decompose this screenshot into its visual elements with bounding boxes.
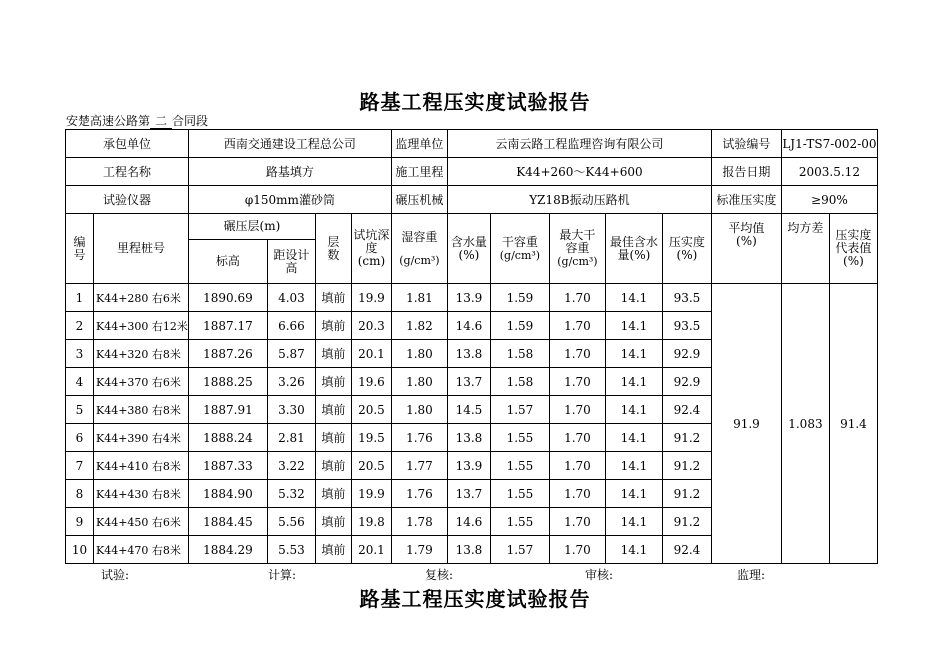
row-opt: 14.1 (605, 536, 662, 564)
data-rows (66, 284, 878, 564)
row-station: K44+450 右6米 (94, 508, 189, 536)
row-wet: 1.80 (391, 396, 447, 424)
row-no: 10 (66, 536, 94, 564)
row-maxdry: 1.70 (549, 508, 605, 536)
col-dist-header (267, 240, 315, 284)
date-label: 报告日期 (711, 158, 781, 186)
row-dist: 5.32 (267, 480, 315, 508)
footer-supervise: 监理: (737, 568, 766, 582)
row-moisture: 13.7 (447, 480, 490, 508)
row-moisture: 13.8 (447, 536, 490, 564)
row-depth: 19.9 (351, 284, 391, 312)
project-value: 路基填方 (188, 158, 391, 186)
row-opt: 14.1 (605, 424, 662, 452)
row-moisture: 13.7 (447, 368, 490, 396)
row-maxdry: 1.70 (549, 312, 605, 340)
summary-rep: 91.4 (829, 284, 877, 564)
std-value: ≥90% (781, 186, 877, 214)
dry-density-label: 干容重 (501, 234, 538, 249)
row-depth: 19.6 (351, 368, 391, 396)
row-maxdry: 1.70 (549, 340, 605, 368)
col-avg-header (711, 214, 781, 284)
subtitle-prefix: 安楚高速公路第 (66, 114, 151, 128)
row-opt: 14.1 (605, 312, 662, 340)
row-station: K44+410 右8米 (94, 452, 189, 480)
row-elev: 1887.17 (188, 312, 267, 340)
row-dry: 1.59 (490, 312, 549, 340)
row-moisture: 13.8 (447, 424, 490, 452)
row-comp: 91.2 (662, 452, 711, 480)
row-dist: 4.03 (267, 284, 315, 312)
row-no: 5 (66, 396, 94, 424)
row-no: 2 (66, 312, 94, 340)
contractor-value: 西南交通建设工程总公司 (188, 130, 391, 158)
row-wet: 1.80 (391, 368, 447, 396)
dry-density-unit: (g/cm³) (499, 248, 541, 262)
row-moisture: 13.8 (447, 340, 490, 368)
col-rep-header (829, 214, 877, 284)
row-elev: 1887.26 (188, 340, 267, 368)
mileage-label: 施工里程 (391, 158, 447, 186)
max-dry-unit: (g/cm³) (557, 255, 598, 268)
row-moisture: 14.5 (447, 396, 490, 424)
info-row-1 (66, 130, 878, 158)
col-no-text: 编号 (73, 234, 86, 262)
machine-value: YZ18B振动压路机 (447, 186, 711, 214)
row-depth: 20.1 (351, 536, 391, 564)
col-maxdry-header (549, 214, 605, 284)
row-no: 7 (66, 452, 94, 480)
row-dry: 1.55 (490, 480, 549, 508)
row-no: 6 (66, 424, 94, 452)
project-label: 工程名称 (66, 158, 189, 186)
row-maxdry: 1.70 (549, 368, 605, 396)
compaction-test-table (65, 129, 878, 564)
summary-average: 91.9 (711, 284, 781, 564)
row-elev: 1887.91 (188, 396, 267, 424)
row-dry: 1.55 (490, 424, 549, 452)
footer-test: 试验: (101, 568, 130, 582)
col-elev-header: 标高 (188, 240, 267, 284)
row-wet: 1.79 (391, 536, 447, 564)
row-no: 3 (66, 340, 94, 368)
row-dry: 1.58 (490, 340, 549, 368)
row-station: K44+370 右6米 (94, 368, 189, 396)
row-elev: 1884.90 (188, 480, 267, 508)
row-station: K44+430 右8米 (94, 480, 189, 508)
table-row (66, 284, 878, 312)
row-station: K44+470 右8米 (94, 536, 189, 564)
info-row-3 (66, 186, 878, 214)
row-wet: 1.76 (391, 480, 447, 508)
supervisor-value: 云南云路工程监理咨询有限公司 (447, 130, 711, 158)
row-dry: 1.57 (490, 396, 549, 424)
col-no-header (66, 214, 94, 284)
row-opt: 14.1 (605, 480, 662, 508)
row-moisture: 13.9 (447, 284, 490, 312)
max-dry-label: 最大干容重 (559, 228, 596, 255)
row-dist: 3.26 (267, 368, 315, 396)
row-dry: 1.55 (490, 508, 549, 536)
col-opt-header (605, 214, 662, 284)
row-comp: 92.4 (662, 536, 711, 564)
row-layer: 填前 (315, 480, 351, 508)
row-layer: 填前 (315, 452, 351, 480)
row-comp: 92.9 (662, 340, 711, 368)
instrument-label: 试验仪器 (66, 186, 189, 214)
col-wet-header (391, 214, 447, 284)
row-layer: 填前 (315, 424, 351, 452)
report-title: 路基工程压实度试验报告 (359, 90, 591, 114)
footer-audit: 审核: (585, 568, 614, 582)
row-maxdry: 1.70 (549, 424, 605, 452)
row-dist: 3.22 (267, 452, 315, 480)
subtitle-suffix: 合同段 (172, 114, 209, 128)
wet-density-label: 湿容重 (401, 229, 438, 244)
row-depth: 19.9 (351, 480, 391, 508)
row-wet: 1.76 (391, 424, 447, 452)
machine-label: 碾压机械 (391, 186, 447, 214)
row-comp: 93.5 (662, 312, 711, 340)
row-wet: 1.81 (391, 284, 447, 312)
row-layer: 填前 (315, 396, 351, 424)
row-layer: 填前 (315, 284, 351, 312)
opt-moisture-text: 最佳含水量(%) (609, 234, 658, 262)
row-layer: 填前 (315, 340, 351, 368)
row-comp: 93.5 (662, 284, 711, 312)
row-dry: 1.55 (490, 452, 549, 480)
row-no: 4 (66, 368, 94, 396)
row-maxdry: 1.70 (549, 284, 605, 312)
col-station-header: 里程桩号 (94, 214, 189, 284)
row-depth: 20.5 (351, 396, 391, 424)
row-layer: 填前 (315, 368, 351, 396)
row-dist: 5.53 (267, 536, 315, 564)
row-comp: 91.2 (662, 424, 711, 452)
row-comp: 91.2 (662, 508, 711, 536)
row-maxdry: 1.70 (549, 536, 605, 564)
dist-text: 距设计高 (273, 247, 310, 275)
row-no: 1 (66, 284, 94, 312)
row-depth: 20.1 (351, 340, 391, 368)
compaction-text: 压实度(%) (668, 234, 705, 262)
mileage-value: K44+260～K44+600 (447, 158, 711, 186)
row-comp: 92.4 (662, 396, 711, 424)
row-moisture: 14.6 (447, 508, 490, 536)
row-wet: 1.78 (391, 508, 447, 536)
row-station: K44+300 右12米 (94, 312, 189, 340)
row-wet: 1.80 (391, 340, 447, 368)
row-opt: 14.1 (605, 368, 662, 396)
row-opt: 14.1 (605, 284, 662, 312)
col-layers-header (315, 214, 351, 284)
col-moisture-text: 含水量(%) (450, 234, 487, 262)
row-layer: 填前 (315, 508, 351, 536)
row-dry: 1.58 (490, 368, 549, 396)
col-comp-header (662, 214, 711, 284)
row-maxdry: 1.70 (549, 396, 605, 424)
row-layer: 填前 (315, 312, 351, 340)
std-label: 标准压实度 (711, 186, 781, 214)
row-elev: 1887.33 (188, 452, 267, 480)
row-dist: 5.87 (267, 340, 315, 368)
row-opt: 14.1 (605, 396, 662, 424)
row-elev: 1884.45 (188, 508, 267, 536)
footer-calc: 计算: (268, 568, 297, 582)
row-moisture: 14.6 (447, 312, 490, 340)
row-opt: 14.1 (605, 452, 662, 480)
row-elev: 1888.25 (188, 368, 267, 396)
row-dist: 6.66 (267, 312, 315, 340)
col-moisture-header (447, 214, 490, 284)
row-elev: 1890.69 (188, 284, 267, 312)
row-station: K44+320 右8米 (94, 340, 189, 368)
row-wet: 1.82 (391, 312, 447, 340)
row-depth: 20.3 (351, 312, 391, 340)
row-comp: 92.9 (662, 368, 711, 396)
row-comp: 91.2 (662, 480, 711, 508)
row-moisture: 13.9 (447, 452, 490, 480)
summary-stdev: 1.083 (781, 284, 829, 564)
wet-density-unit: (g/cm³) (399, 253, 440, 267)
row-dist: 2.81 (267, 424, 315, 452)
footer-review: 复核: (425, 568, 454, 582)
contract-section-number: 二 (150, 115, 172, 129)
contract-section-line (66, 112, 208, 129)
row-depth: 19.5 (351, 424, 391, 452)
row-dist: 3.30 (267, 396, 315, 424)
row-elev: 1888.24 (188, 424, 267, 452)
col-depth-header (351, 214, 391, 284)
average-text: 平均值(%) (728, 221, 765, 248)
row-opt: 14.1 (605, 508, 662, 536)
row-no: 8 (66, 480, 94, 508)
row-maxdry: 1.70 (549, 480, 605, 508)
row-maxdry: 1.70 (549, 452, 605, 480)
row-elev: 1884.29 (188, 536, 267, 564)
report-title-repeat: 路基工程压实度试验报告 (359, 587, 591, 611)
test-no-value: LJ1-TS7-002-00 (781, 130, 877, 158)
date-value: 2003.5.12 (781, 158, 877, 186)
row-dry: 1.57 (490, 536, 549, 564)
row-depth: 20.5 (351, 452, 391, 480)
row-station: K44+380 右8米 (94, 396, 189, 424)
row-station: K44+390 右4米 (94, 424, 189, 452)
row-no: 9 (66, 508, 94, 536)
col-layers-text: 层数 (327, 234, 340, 262)
row-dry: 1.59 (490, 284, 549, 312)
col-stdev-header: 均方差 (781, 214, 829, 284)
contractor-label: 承包单位 (66, 130, 189, 158)
row-opt: 14.1 (605, 340, 662, 368)
row-station: K44+280 右6米 (94, 284, 189, 312)
row-layer: 填前 (315, 536, 351, 564)
col-dry-header (490, 214, 549, 284)
row-wet: 1.77 (391, 452, 447, 480)
header-row-1 (66, 214, 878, 240)
row-dist: 5.56 (267, 508, 315, 536)
test-no-label: 试验编号 (711, 130, 781, 158)
instrument-value: φ150mm灌砂筒 (188, 186, 391, 214)
row-depth: 19.8 (351, 508, 391, 536)
col-layer-header: 碾压层(m) (188, 214, 315, 240)
info-row-2 (66, 158, 878, 186)
col-depth-text: 试坑深度(cm) (353, 228, 390, 268)
rep-text: 压实度代表值(%) (835, 228, 872, 268)
supervisor-label: 监理单位 (391, 130, 447, 158)
